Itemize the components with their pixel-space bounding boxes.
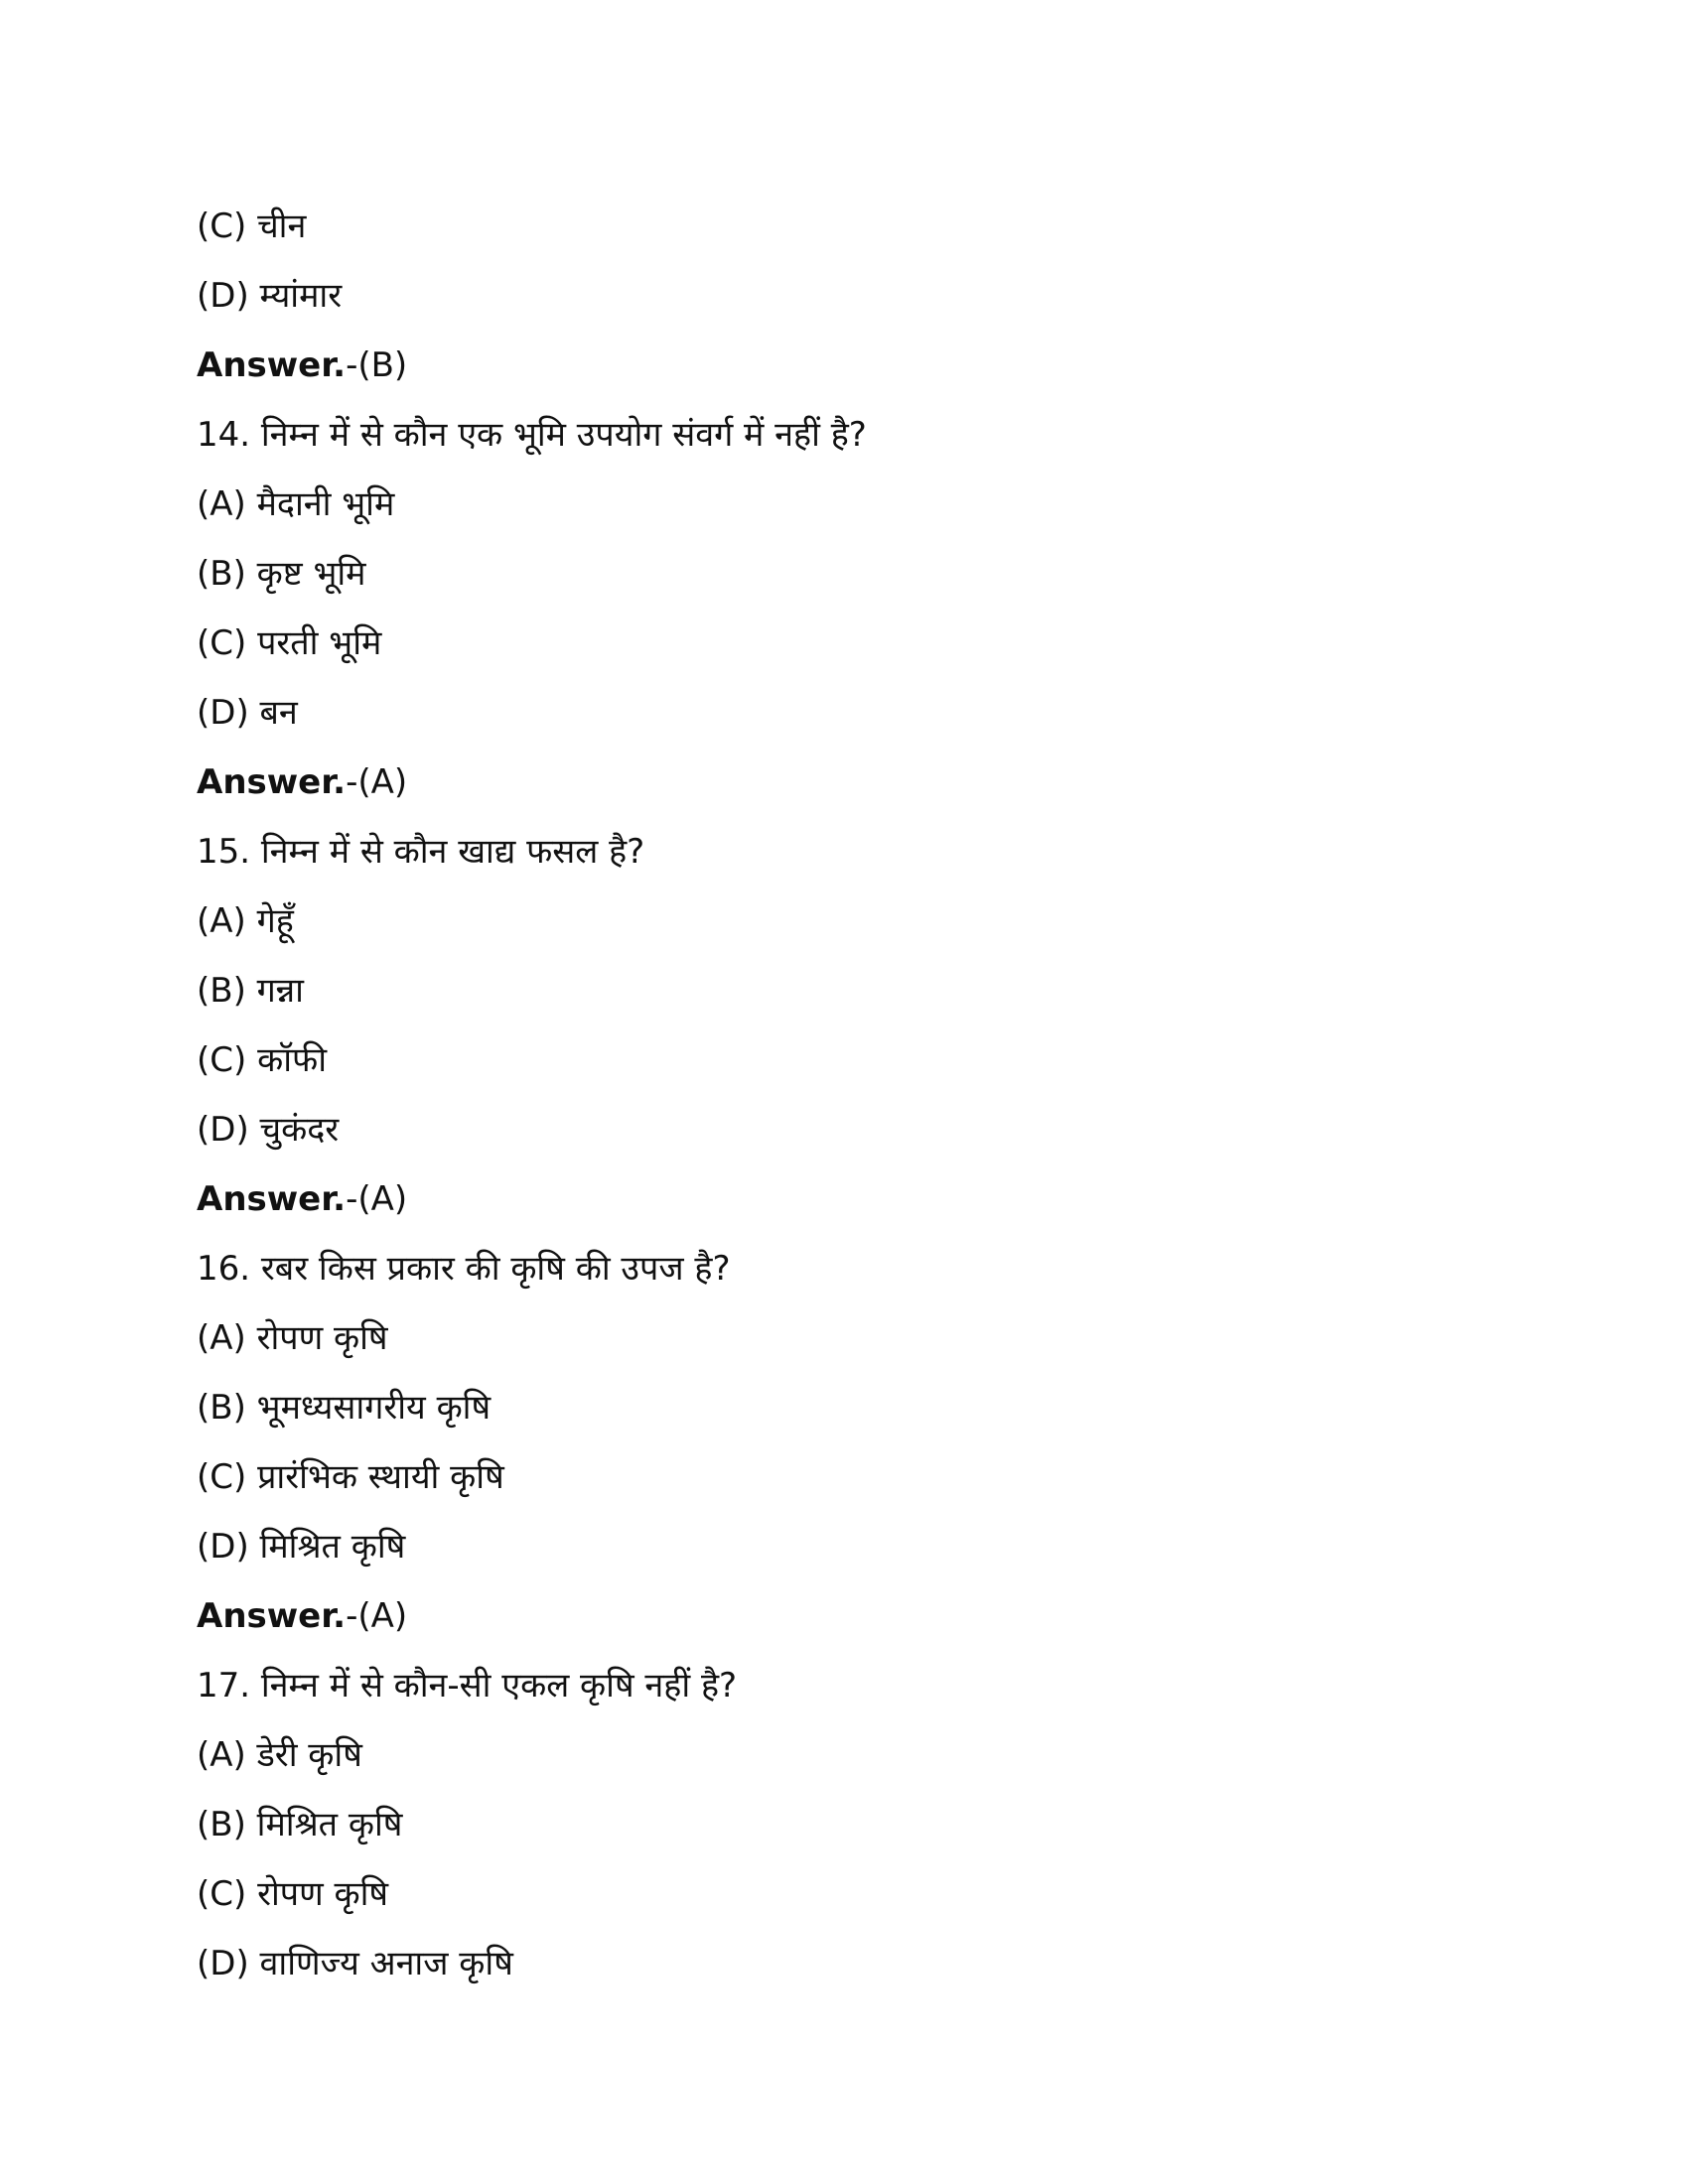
answer-line: [197, 748, 1487, 817]
option-line: (C) रोपण कृषि: [197, 1874, 389, 1914]
answer-label: Answer.: [197, 762, 347, 802]
question-16: 16. रबर किस प्रकार की कृषि की उपज है?: [197, 1249, 731, 1289]
option-line: (D) चुकंदर: [197, 1110, 340, 1150]
option-line: (A) रोपण कृषि: [197, 1318, 388, 1358]
option-line: (B) गन्ना: [197, 971, 304, 1011]
option-line: (D) बन: [197, 693, 298, 733]
answer-value: -(B): [346, 345, 408, 385]
answer-line: [197, 1164, 1487, 1234]
question-15: 15. निम्न में से कौन खाद्य फसल है?: [197, 832, 645, 872]
answer-value: -(A): [346, 1596, 408, 1636]
option-line: (C) कॉफी: [197, 1040, 328, 1080]
answer-label: Answer.: [197, 1179, 347, 1219]
answer-line: [197, 1581, 1487, 1651]
option-line: (D) वाणिज्य अनाज कृषि: [197, 1944, 513, 1983]
option-line: (B) मिश्रित कृषि: [197, 1805, 403, 1844]
option-line: (D) मिश्रित कृषि: [197, 1527, 406, 1567]
option-line: (A) डेरी कृषि: [197, 1735, 362, 1775]
option-line: (C) चीन: [197, 206, 307, 246]
answer-label: Answer.: [197, 1596, 347, 1636]
question-14: 14. निम्न में से कौन एक भूमि उपयोग संवर्ग में नहीं है?: [197, 415, 867, 455]
answer-line: [197, 331, 1487, 400]
answer-value: -(A): [346, 1179, 408, 1219]
option-line: (A) मैदानी भूमि: [197, 484, 395, 524]
option-line: (B) कृष्ट भूमि: [197, 554, 366, 594]
option-line: (C) परती भूमि: [197, 623, 382, 663]
answer-label: Answer.: [197, 345, 347, 385]
option-line: (D) म्यांमार: [197, 276, 343, 316]
option-line: (B) भूमध्यसागरीय कृषि: [197, 1388, 492, 1428]
option-line: (A) गेहूँ: [197, 901, 294, 941]
option-line: (C) प्रारंभिक स्थायी कृषि: [197, 1457, 504, 1497]
quiz-content: [197, 192, 1487, 1998]
question-17: 17. निम्न में से कौन-सी एकल कृषि नहीं है?: [197, 1666, 738, 1706]
answer-value: -(A): [346, 762, 408, 802]
